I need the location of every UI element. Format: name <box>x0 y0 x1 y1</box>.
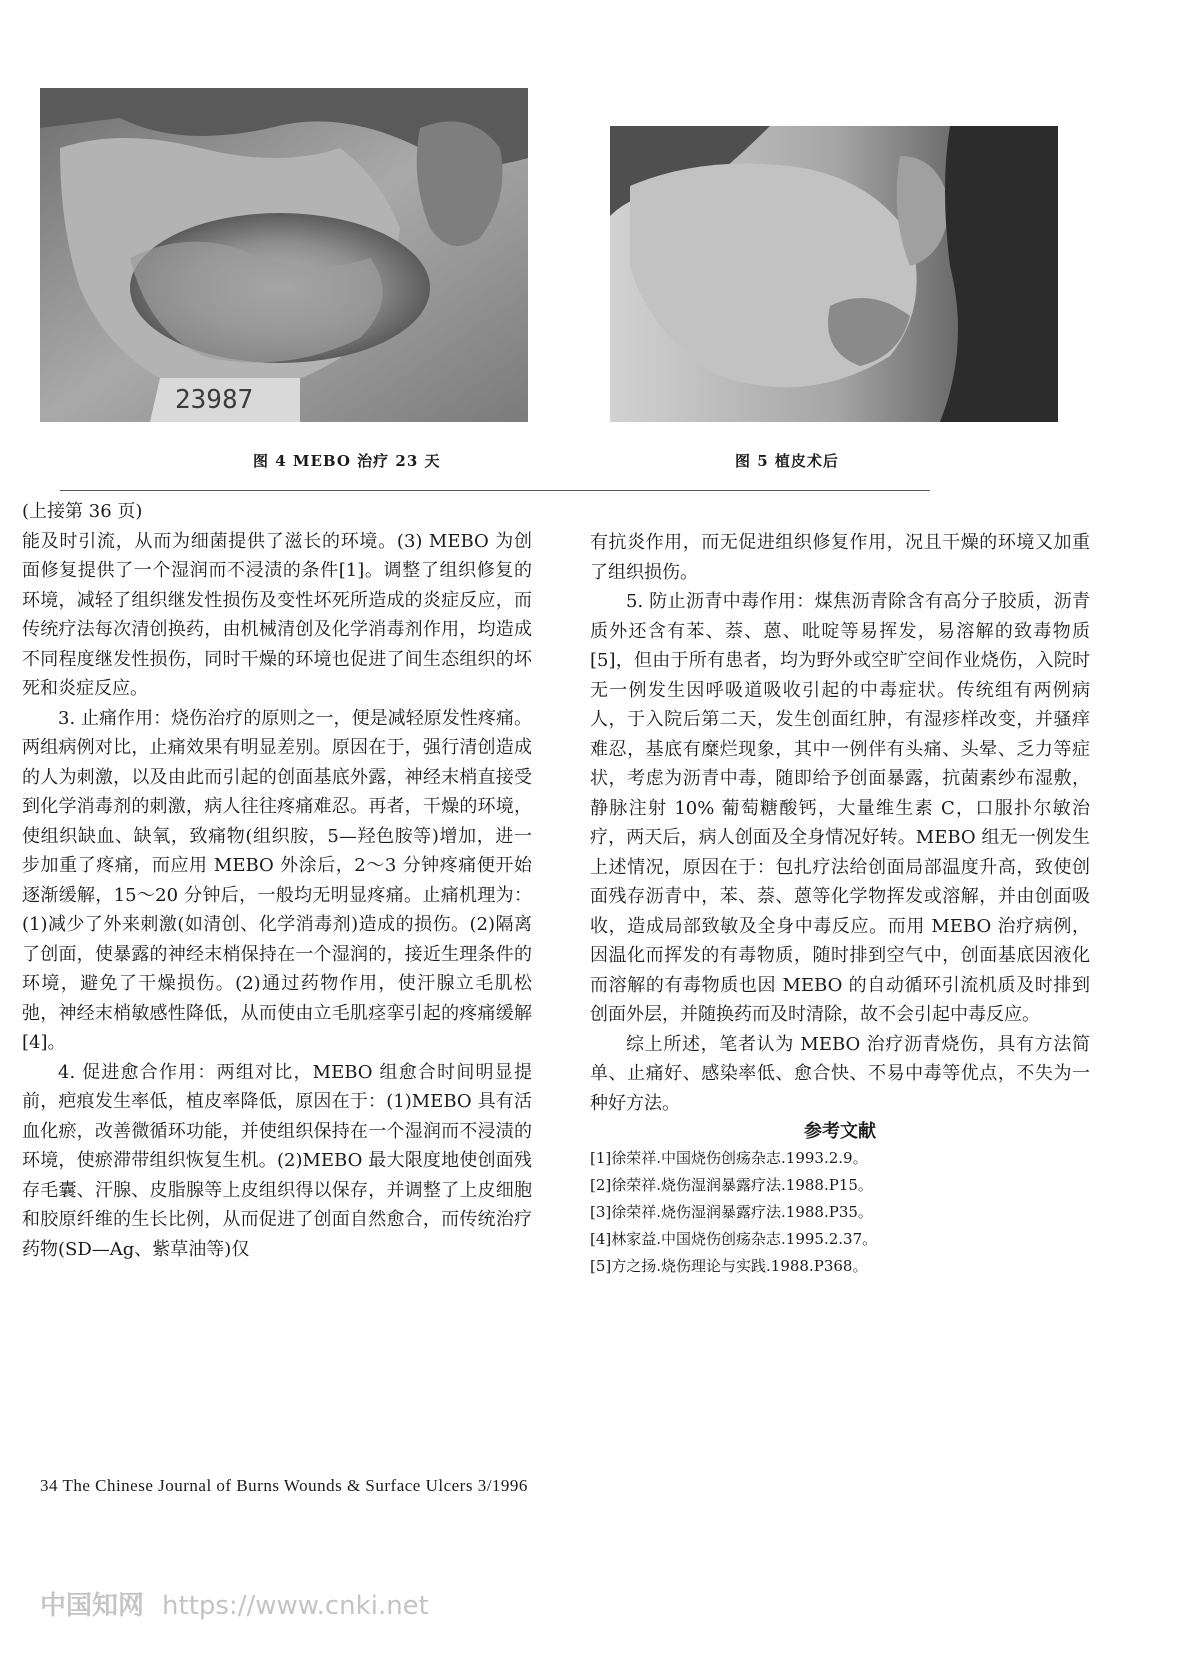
reference-item: [3]徐荣祥.烧伤湿润暴露疗法.1988.P35。 <box>590 1203 873 1221</box>
figure-4-photo <box>40 88 528 422</box>
paragraph-toxicity-prevention: 5. 防止沥青中毒作用：煤焦沥青除含有高分子胶质，沥青质外还含有苯、萘、蒽、吡啶等易挥发，易溶解的致毒物质[5]，但由于所有患者，均为野外或空旷空间作业烧伤，入院时无一例发生因呼吸道吸收引起的中毒症状。传统组有两例病人，于入院后第二天，发生创面红肿，有湿疹样改变，并骚痒难忍，基底有糜烂现象，其中一例伴有头痛、头晕、乏力等症状，考虑为沥青中毒，随即给予创面暴露，抗菌素纱布湿敷，静脉注射 10% 葡萄糖酸钙，大量维生素 C，口服扑尔敏治疗，两天后，病人创面及全身情况好转。MEBO 组无一例发生上述情况，原因在于：包扎疗法给创面局部温度升高，致使创面残存沥青中，苯、萘、蒽等化学物挥发或溶解，并由创面吸收，造成局部致敏及全身中毒反应。而用 MEBO 治疗病例，因温化而挥发的有毒物质，随时排到空气中，创面基底因液化而溶解的有毒物质也因 MEBO 的自动循环引流机质及时排到创面外层，并随换药而及时清除，故不会引起中毒反应。 <box>590 591 1090 1025</box>
section-divider <box>60 490 930 491</box>
paragraph-conclusion: 综上所述，笔者认为 MEBO 治疗沥青烧伤，具有方法简单、止痛好、感染率低、愈合快、不易中毒等优点，不失为一种好方法。 <box>590 1033 1090 1114</box>
figure-4-photo-label: 23987 <box>175 385 254 415</box>
figure-5-image <box>610 126 1058 422</box>
watermark-brand: 中国知网 <box>40 1591 145 1621</box>
figure-5-caption: 图 5 植皮术后 <box>735 452 839 470</box>
reference-item: [1]徐荣祥.中国烧伤创疡杂志.1993.2.9。 <box>590 1149 868 1167</box>
figure-4-caption: 图 4 MEBO 治疗 23 天 <box>253 452 441 470</box>
watermark-url: https://www.cnki.net <box>162 1591 429 1621</box>
figure-4-image <box>40 88 528 422</box>
reference-item: [2]徐荣祥.烧伤湿润暴露疗法.1988.P15。 <box>590 1176 873 1194</box>
left-column <box>22 497 532 1264</box>
paragraph-healing-effect: 4. 促进愈合作用：两组对比，MEBO 组愈合时间明显提前，疤痕发生率低，植皮率降低，原因在于：(1)MEBO 具有活血化瘀，改善微循环功能，并使组织保持在一个湿润而不浸渍的环境，使瘀滞带组织恢复生机。(2)MEBO 最大限度地使创面残存毛囊、汗腺、皮脂腺等上皮组织得以保存，并调整了上皮细胞和胶原纤维的生长比例，从而促进了创面自然愈合，而传统治疗药物(SD—Ag、紫草油等)仅 <box>22 1061 532 1260</box>
references-title: 参考文献 <box>804 1121 876 1142</box>
continued-from-note: (上接第 36 页) <box>22 501 143 522</box>
reference-item: [5]方之扬.烧伤理论与实践.1988.P368。 <box>590 1257 868 1275</box>
cnki-watermark <box>40 1585 429 1622</box>
paragraph-analgesic-effect: 3. 止痛作用：烧伤治疗的原则之一，便是减轻原发性疼痛。两组病例对比，止痛效果有明显差别。原因在于，强行清创造成的人为刺激，以及由此而引起的创面基底外露，神经末梢直接受到化学消毒剂的刺激，病人往往疼痛难忍。再者，干燥的环境，使组织缺血、缺氧，致痛物(组织胺，5—羟色胺等)增加，进一步加重了疼痛，而应用 MEBO 外涂后，2～3 分钟疼痛便开始逐渐缓解，15～20 分钟后，一般均无明显疼痛。止痛机理为：(1)减少了外来刺激(如清创、化学消毒剂)造成的损伤。(2)隔离了创面，使暴露的神经末梢保持在一个湿润的，接近生理条件的环境，避免了干燥损伤。(2)通过药物作用，使汗腺立毛肌松弛，神经末梢敏感性降低，从而使由立毛肌痉挛引起的疼痛缓解[4]。 <box>22 707 532 1053</box>
reference-item: [4]林家益.中国烧伤创疡杂志.1995.2.37。 <box>590 1230 878 1248</box>
figure-5-photo <box>610 126 1058 422</box>
right-column <box>590 528 1090 1280</box>
page-footer: 34 The Chinese Journal of Burns Wounds & Surface Ulcers 3/1996 <box>40 1476 528 1495</box>
paragraph: 有抗炎作用，而无促进组织修复作用，况且干燥的环境又加重了组织损伤。 <box>590 532 1090 583</box>
paragraph: 能及时引流，从而为细菌提供了滋长的环境。(3) MEBO 为创面修复提供了一个湿润而不浸渍的条件[1]。调整了组织修复的环境，减轻了组织继发性损伤及变性坏死所造成的炎症反应，而传统疗法每次清创换药，由机械清创及化学消毒剂作用，均造成不同程度继发性损伤，同时干燥的环境也促进了间生态组织的坏死和炎症反应。 <box>22 530 532 699</box>
